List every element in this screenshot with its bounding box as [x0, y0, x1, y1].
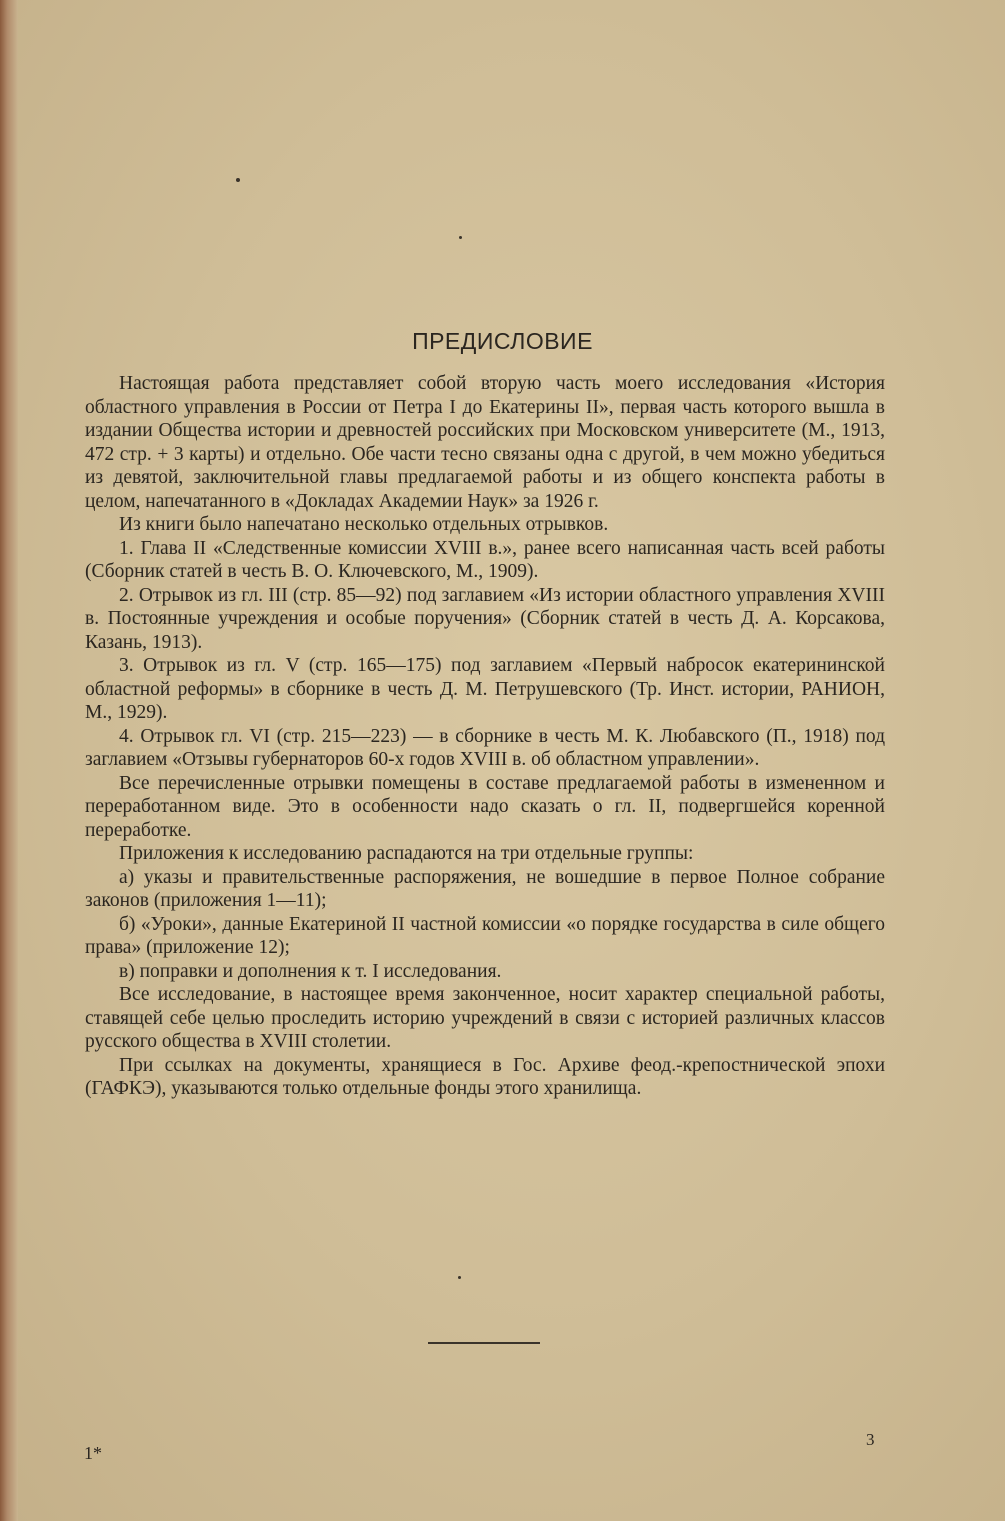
paragraph: При ссылках на документы, хранящиеся в Гос. Архиве феод.-крепостнической эпохи (ГАФКЭ), указываются только отдельные фонды этого хранилища.: [85, 1054, 885, 1099]
page-binding-edge: [0, 0, 18, 1521]
paragraph: 2. Отрывок из гл. III (стр. 85—92) под заглавием «Из истории областного управления XVIII в. Постоянные учреждения и особые поручения» (Сборник статей в честь Д. А. Корсакова, Казань, 1913).: [85, 584, 885, 653]
paragraph: Настоящая работа представляет собой вторую часть моего исследования «История областного управления в России от Петра I до Екатерины II», первая часть которого вышла в издании Общества истории и древностей российских при Московском университете (М., 1913, 472 стр. + 3 карты) и отдельно. Обе части тесно связаны одна с другой, в чем можно убедиться из девятой, заключительной главы предлагаемой работы и из общего конспекта работы в целом, напечатанного в «Докладах Академии Наук» за 1926 г.: [85, 373, 885, 512]
speck: [236, 178, 240, 182]
paragraph: Из книги было напечатано несколько отдельных отрывков.: [119, 514, 609, 535]
paragraph: Все исследование, в настоящее время законченное, носит характер специальной работы, ставящей себе целью проследить историю учреждений в связи с историей различных классов русского общества в XVIII столетии.: [85, 984, 885, 1052]
paragraph: б) «Уроки», данные Екатериной II частной комиссии «о порядке государства в силе общего права» (приложение 12);: [85, 913, 885, 958]
section-divider: [428, 1342, 540, 1344]
paragraph: 3. Отрывок из гл. V (стр. 165—175) под заглавием «Первый набросок екатерининской областной реформы» в сборнике в честь Д. М. Петрушевского (Тр. Инст. истории, РАНИОН, М., 1929).: [85, 655, 885, 723]
paragraph: 1. Глава II «Следственные комиссии XVIII в.», ранее всего написанная часть всей работы (Сборник статей в честь В. О. Ключевского, М., 1909).: [85, 537, 885, 582]
paragraph: Все перечисленные отрывки помещены в составе предлагаемой работы в измененном и переработанном виде. Это в особенности надо сказать о гл. II, подвергшейся коренной переработке.: [85, 772, 885, 841]
signature-mark: 1*: [84, 1443, 102, 1463]
speck: [458, 1276, 461, 1279]
paragraph: Приложения к исследованию распадаются на три отдельные группы:: [119, 843, 694, 864]
paragraph: 4. Отрывок гл. VI (стр. 215—223) — в сборнике в честь М. К. Любавского (П., 1918) под заглавием «Отзывы губернаторов 60-х годов XVIII в. об областном управлении».: [85, 725, 885, 770]
speck: [459, 236, 462, 239]
preface-body: [85, 372, 885, 1101]
page-number: 3: [866, 1430, 875, 1449]
paragraph: в) поправки и дополнения к т. I исследования.: [119, 960, 502, 982]
paragraph: а) указы и правительственные распоряжения, не вошедшие в первое Полное собрание законов (приложения 1—11);: [85, 866, 885, 911]
page-title: ПРЕДИСЛОВИЕ: [412, 328, 593, 354]
